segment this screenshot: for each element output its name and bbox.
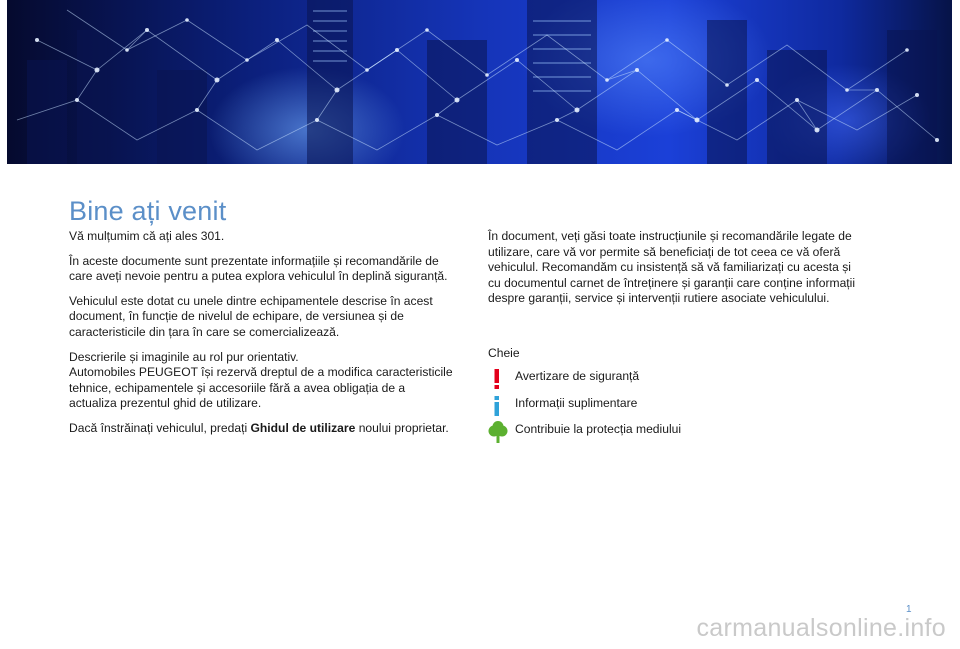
key-label-environment: Contribuie la protecția mediului bbox=[515, 422, 682, 436]
network-city-illustration bbox=[7, 0, 952, 164]
disclaimer-line: actualiza prezentul ghid de utilizare. bbox=[69, 396, 262, 411]
equipment-paragraph bbox=[69, 294, 464, 341]
tree-environment-icon bbox=[488, 421, 508, 445]
key-label-warning: Avertizare de siguranță bbox=[515, 369, 640, 383]
document-info-paragraph bbox=[488, 229, 878, 307]
handover-text: Dacă înstrăinați vehiculul, predați bbox=[69, 420, 251, 435]
disclaimer-paragraph bbox=[69, 350, 464, 412]
purpose-line: care aveți nevoie pentru a putea explora vehiculul în deplină siguranță. bbox=[69, 269, 448, 284]
watermark-text: carmanualsonline.info bbox=[696, 614, 946, 642]
key-label-info: Informații suplimentare bbox=[515, 396, 638, 410]
document-info-column bbox=[488, 229, 878, 316]
disclaimer-line: Automobiles PEUGEOT își rezervă dreptul de a modifica caracteristicile bbox=[69, 365, 453, 380]
info-icon bbox=[488, 395, 506, 417]
disclaimer-line: Descrierile și imaginile au rol pur orientativ. bbox=[69, 349, 299, 364]
handover-text-end: noului proprietar. bbox=[355, 420, 449, 435]
page-number: 1 bbox=[906, 604, 912, 615]
handover-paragraph bbox=[69, 421, 464, 437]
equipment-line: Vehiculul este dotat cu unele dintre echipamentele descrise în acest bbox=[69, 293, 433, 308]
document-info-line: despre garanții, service și intervenții rutiere asociate vehiculului. bbox=[488, 291, 830, 306]
key-item-warning bbox=[488, 368, 788, 390]
thanks-paragraph bbox=[69, 229, 464, 245]
document-info-line: vehiculul. Recomandăm cu insistență să vă familiarizați cu acesta și bbox=[488, 260, 851, 275]
intro-column bbox=[69, 229, 464, 446]
document-info-line: cu documentul carnet de întreținere și garanții care conține informații bbox=[488, 275, 856, 290]
page-title: Bine ați venit bbox=[69, 196, 227, 226]
exclamation-warning-icon bbox=[488, 368, 506, 390]
key-item-info bbox=[488, 395, 788, 417]
thanks-text: Vă mulțumim că ați ales 301. bbox=[69, 229, 225, 243]
purpose-paragraph bbox=[69, 254, 464, 285]
header-banner-image bbox=[7, 0, 952, 164]
user-guide-bold: Ghidul de utilizare bbox=[250, 420, 356, 435]
disclaimer-line: tehnice, echipamentele și accesoriile fără a avea obligația de a bbox=[69, 380, 406, 395]
key-item-environment bbox=[488, 421, 788, 443]
document-info-line: utilizare, care vă vor permite să beneficiați de tot ceea ce vă oferă bbox=[488, 244, 841, 259]
purpose-line: În aceste documente sunt prezentate informațiile și recomandările de bbox=[69, 253, 439, 268]
equipment-line: caracteristicile din țara în care se comercializează. bbox=[69, 324, 340, 339]
equipment-line: document, în funcție de nivelul de echipare, de versiunea și de bbox=[69, 309, 404, 324]
key-heading: Cheie bbox=[488, 346, 520, 360]
document-info-line: În document, veți găsi toate instrucțiunile și recomandările legate de bbox=[488, 229, 852, 243]
